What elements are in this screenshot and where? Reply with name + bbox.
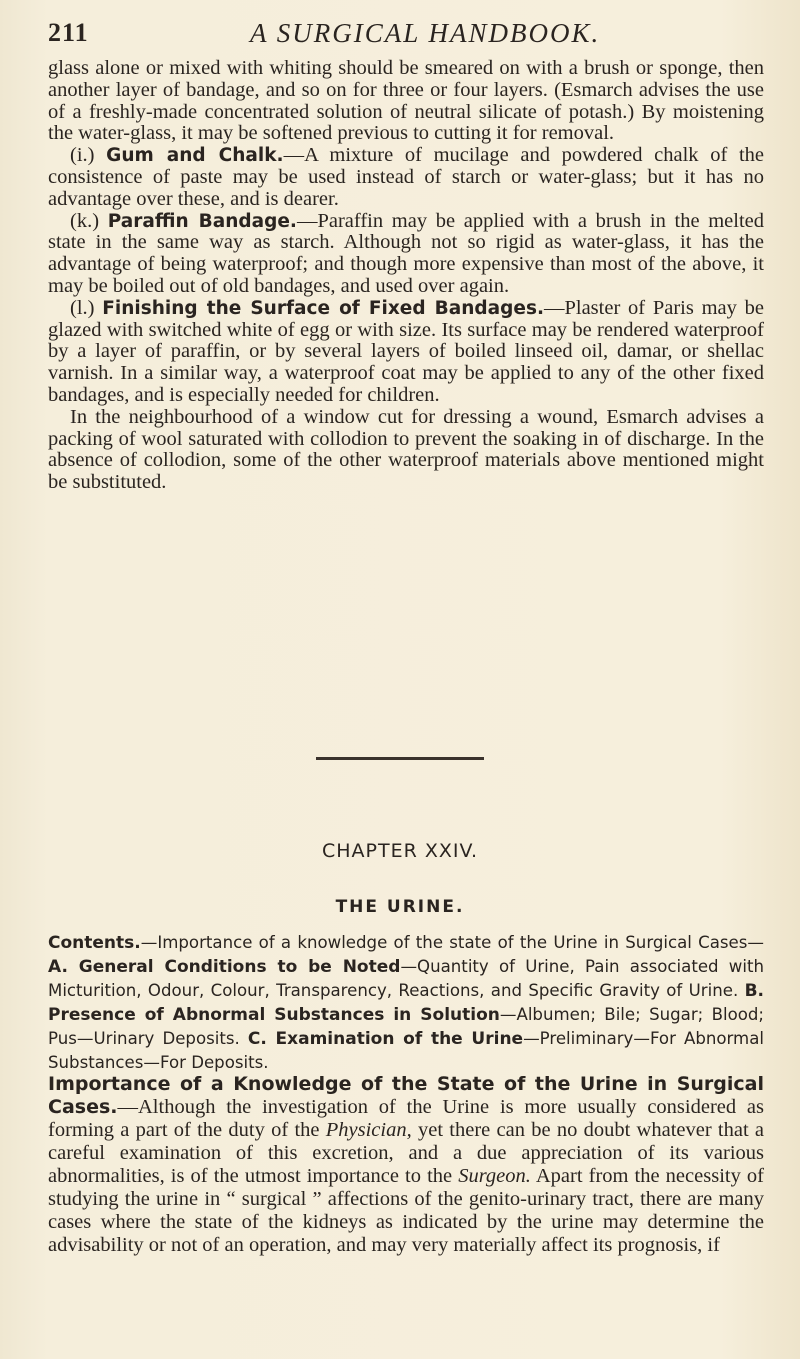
item-heading: Paraffin Bandage. — [107, 210, 297, 232]
section-heading: Importance of a Knowledge of the State of the Urine in Surgical Cases. — [48, 1073, 764, 1118]
main-text — [48, 58, 764, 494]
item-heading: Gum and Chalk. — [106, 145, 284, 167]
running-title: A SURGICAL HANDBOOK. — [250, 18, 601, 48]
contents-section-c-text: —Preliminary—For Abnormal Substances—For Deposits. — [48, 1029, 764, 1072]
contents-section-c: C. Examination of the Urine — [247, 1029, 524, 1049]
paragraph-collodion: In the neighbourhood of a window cut for dressing a wound, Esmarch advises a packing of wool saturated with collodion to prevent the soaking in of discharge. In the absence of collodion, some of the other waterproof materials above mentioned might be substituted. — [48, 405, 764, 494]
chapter-contents — [48, 931, 764, 1074]
page-number: 211 — [48, 18, 89, 47]
contents-section-a-text: —Quantity of Urine, Pain associated with Micturition, Odour, Colour, Transparency, Reactions, and Specific Gravity of Urine. — [48, 957, 764, 1000]
contents-section-b: B. Presence of Abnormal Substances in Solution — [48, 981, 764, 1025]
importance-section — [48, 1073, 764, 1257]
item-heading: Finishing the Surface of Fixed Bandages. — [102, 297, 544, 319]
section-text: yet there can be no doubt whatever that a careful examination of this excretion, and a due appreciation of its various abnormalities, is of the utmost importance to the — [48, 1119, 765, 1187]
continuation-paragraph: glass alone or mixed with whiting should be smeared on with a brush or sponge, then another layer of bandage, and so on for three or four layers. (Esmarch advises the use of a freshly-made concentrated solution of neutral silicate of potash.) By moistening the water-glass, it may be softened previous to cutting it for removal. — [48, 57, 764, 145]
item-text: —Paraffin may be applied with a brush in the melted state in the same way as starch. Although not so rigid as water-glass, it has the advantage of being waterproof; and though more expensive than most of the above, it may be boiled out of old bandages, and used over again. — [48, 209, 764, 297]
physician-emphasis: Physician, — [325, 1119, 412, 1141]
chapter-number: CHAPTER XXIV. — [321, 840, 479, 862]
paragraph-paraffin-bandage — [48, 211, 764, 298]
item-label: (l.) — [70, 296, 95, 319]
item-text: —Plaster of Paris may be glazed with switched white of egg or with size. Its surface may be rendered waterproof by a layer of paraffin, or by several layers of boiled linseed oil, damar, or shellac varnish. In a similar way, a waterproof coat may be applied to any of the other fixed bandages, and is especially needed for children. — [48, 296, 764, 406]
contents-section-b-text: —Albumen; Bile; Sugar; Blood; Pus—Urinary Deposits. — [48, 1005, 765, 1048]
contents-intro: —Importance of a knowledge of the state of the Urine in Surgical Cases— — [140, 933, 764, 952]
contents-section-a: A. General Conditions to be Noted — [48, 957, 401, 977]
paragraph-finishing-surface — [48, 298, 764, 407]
item-label: (k.) — [70, 209, 100, 232]
item-label: (i.) — [70, 144, 95, 167]
running-head — [0, 14, 800, 54]
item-text: —A mixture of mucilage and powdered chalk of the consistence of paste may be used instead of starch or water-glass; but it has no advantage over these, and is dearer. — [48, 144, 764, 210]
chapter-title: THE URINE. — [335, 897, 465, 917]
section-text: —Although the investigation of the Urine is more usually considered as forming a part of the duty of the — [48, 1096, 764, 1141]
section-text: Apart from the necessity of studying the urine in “ surgical ” affections of the genito-urinary tract, there are many cases where the state of the kidneys as indicated by the urine may determine the advisability or not of an operation, and may very materially affect its prognosis, if — [48, 1165, 764, 1256]
chapter-divider-rule — [316, 757, 484, 760]
contents-label: Contents. — [48, 933, 141, 953]
surgeon-emphasis: Surgeon. — [458, 1165, 531, 1187]
paragraph-gum-and-chalk — [48, 145, 764, 210]
